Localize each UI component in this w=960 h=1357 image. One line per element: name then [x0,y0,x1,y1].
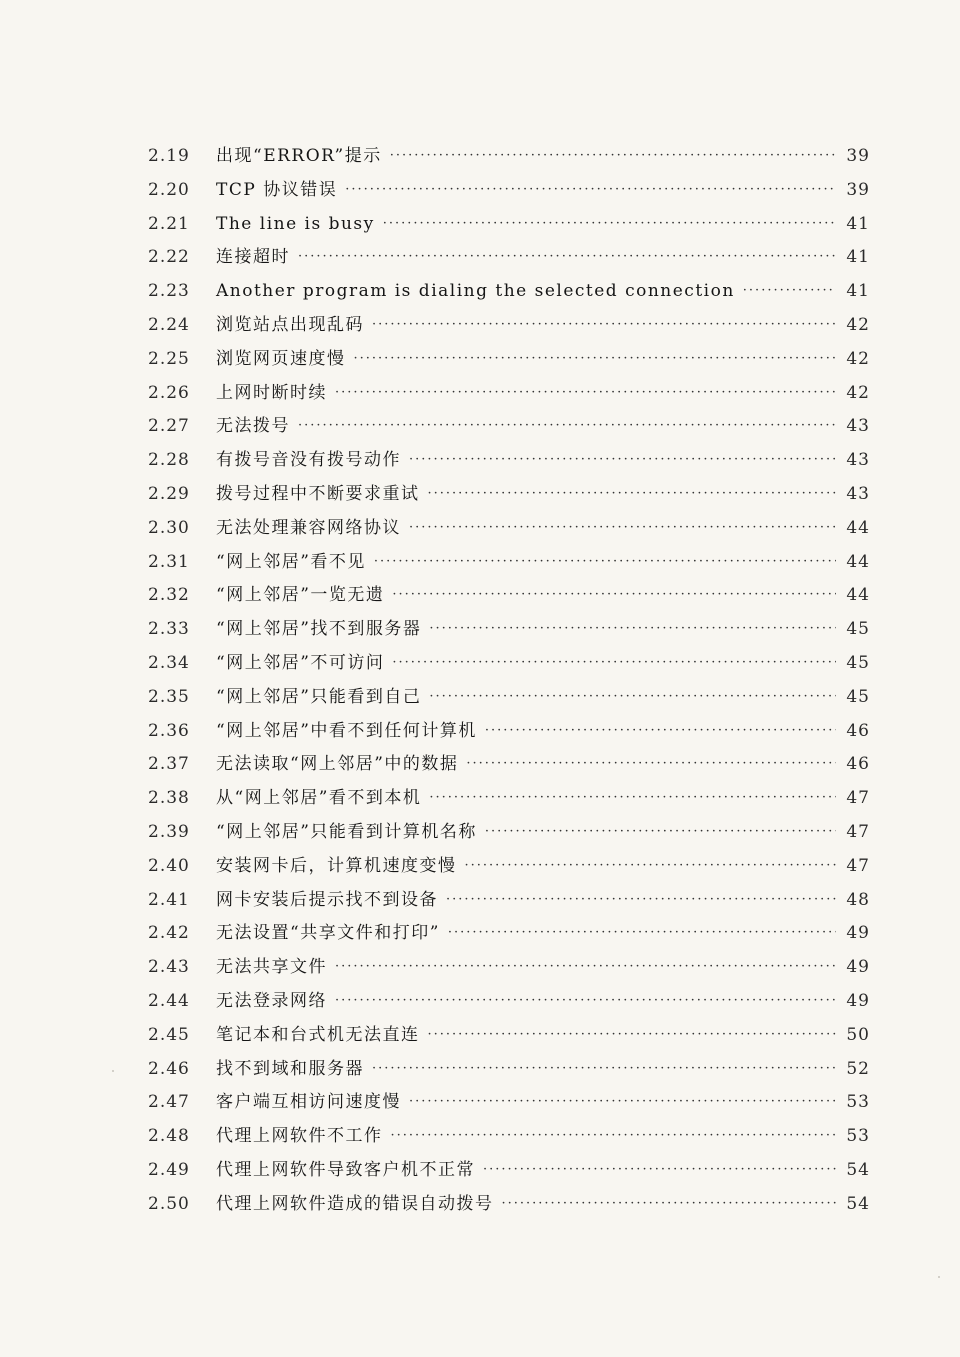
toc-entry-page: 49 [846,923,870,944]
toc-entry-page: 49 [846,957,870,978]
toc-entry-page: 43 [846,450,870,471]
toc-entry-page: 49 [846,990,870,1011]
toc-entry-page: 45 [846,619,870,640]
toc-entry-number: 2.28 [148,450,190,471]
toc-entry-number: 2.39 [148,821,190,842]
toc-entry-page: 41 [846,247,870,268]
toc-entry[interactable] [148,343,870,377]
toc-entry[interactable] [148,985,870,1019]
toc-entry-number: 2.34 [148,652,190,673]
toc-entry-number: 2.50 [148,1193,190,1214]
toc-dot-leader [298,240,836,274]
toc-dot-leader [428,1018,837,1052]
toc-entry-title: 代理上网软件造成的错误自动拨号 [216,1193,494,1214]
toc-entry-number: 2.22 [148,247,190,268]
toc-entry-title: “网上邻居”不可访问 [216,652,385,673]
toc-entry-title: 代理上网软件不工作 [216,1126,383,1147]
toc-entry-title: “网上邻居”只能看到自己 [216,686,422,707]
toc-entry-number: 2.36 [148,720,190,741]
toc-entry-number: 2.38 [148,788,190,809]
toc-dot-leader [743,274,836,308]
toc-dot-leader [354,342,837,376]
toc-entry[interactable] [148,241,870,275]
toc-entry-title: 浏览网页速度慢 [216,348,346,369]
toc-entry-number: 2.31 [148,551,190,572]
toc-entry-title: 安装网卡后，计算机速度变慢 [216,855,457,876]
toc-dot-leader [409,511,836,545]
toc-dot-leader [429,612,836,646]
scan-speck [112,1070,114,1072]
toc-entry[interactable] [148,512,870,546]
toc-entry-number: 2.49 [148,1159,190,1180]
toc-dot-leader [446,883,836,917]
toc-entry[interactable] [148,613,870,647]
toc-entry-page: 45 [846,686,870,707]
toc-entry-title: “网上邻居”找不到服务器 [216,619,422,640]
toc-entry[interactable] [148,1188,870,1222]
toc-entry[interactable] [148,1154,870,1188]
toc-entry[interactable] [148,951,870,985]
toc-entry-title: 客户端互相访问速度慢 [216,1092,401,1113]
toc-dot-leader [345,173,836,207]
toc-entry-title: 无法处理兼容网络协议 [216,517,401,538]
toc-dot-leader [485,714,836,748]
toc-entry-number: 2.25 [148,348,190,369]
toc-entry-title: 找不到域和服务器 [216,1058,364,1079]
toc-entry-title: “网上邻居”中看不到任何计算机 [216,720,477,741]
toc-entry-page: 44 [846,585,870,606]
toc-entry-page: 47 [846,788,870,809]
toc-entry[interactable] [148,444,870,478]
toc-dot-leader [372,1052,836,1086]
toc-entry-page: 45 [846,652,870,673]
toc-entry-page: 54 [846,1193,870,1214]
toc-entry-number: 2.27 [148,416,190,437]
toc-entry-title: TCP 协议错误 [216,179,338,200]
toc-entry-title: 有拨号音没有拨号动作 [216,450,401,471]
toc-entry-title: 无法读取“网上邻居”中的数据 [216,754,459,775]
toc-entry-title: The line is busy [216,213,375,234]
toc-entry-number: 2.46 [148,1058,190,1079]
toc-entry[interactable] [148,377,870,411]
toc-entry-title: 拨号过程中不断要求重试 [216,483,420,504]
toc-entry[interactable] [148,715,870,749]
toc-entry-number: 2.23 [148,281,190,302]
toc-dot-leader [448,916,836,950]
toc-entry-title: 无法共享文件 [216,957,327,978]
toc-entry-page: 53 [846,1126,870,1147]
toc-entry-number: 2.19 [148,146,190,166]
table-of-contents [148,140,870,1222]
toc-entry[interactable] [148,478,870,512]
toc-entry[interactable] [148,1053,870,1087]
toc-entry-page: 41 [846,213,870,234]
toc-entry[interactable] [148,410,870,444]
toc-entry-page: 47 [846,855,870,876]
toc-entry-title: 无法登录网络 [216,990,327,1011]
toc-entry-number: 2.29 [148,483,190,504]
toc-entry-page: 42 [846,382,870,403]
toc-entry[interactable] [148,140,870,174]
toc-dot-leader [383,207,836,241]
toc-entry-title: “网上邻居”看不见 [216,551,366,572]
toc-entry-page: 42 [846,314,870,335]
toc-entry-title: 笔记本和台式机无法直连 [216,1024,420,1045]
toc-entry-number: 2.45 [148,1024,190,1045]
toc-entry-title: “网上邻居”只能看到计算机名称 [216,821,477,842]
toc-entry-number: 2.42 [148,923,190,944]
toc-entry-number: 2.40 [148,855,190,876]
toc-entry-number: 2.33 [148,619,190,640]
toc-dot-leader [502,1187,837,1221]
toc-entry[interactable] [148,275,870,309]
toc-entry-title: 出现“ERROR”提示 [216,146,382,166]
toc-entry[interactable] [148,782,870,816]
toc-entry[interactable] [148,1019,870,1053]
toc-entry-page: 44 [846,551,870,572]
toc-dot-leader [335,376,836,410]
toc-entry[interactable] [148,1086,870,1120]
toc-entry[interactable] [148,1120,870,1154]
toc-entry-number: 2.26 [148,382,190,403]
toc-entry[interactable] [148,174,870,208]
toc-entry-title: 网卡安装后提示找不到设备 [216,889,438,910]
toc-entry-page: 50 [846,1024,870,1045]
toc-entry-number: 2.43 [148,957,190,978]
toc-entry[interactable] [148,647,870,681]
toc-entry[interactable] [148,309,870,343]
toc-entry-number: 2.41 [148,889,190,910]
toc-dot-leader [335,950,836,984]
toc-dot-leader [429,781,836,815]
toc-entry-number: 2.47 [148,1092,190,1113]
toc-entry-page: 53 [846,1092,870,1113]
toc-entry-number: 2.32 [148,585,190,606]
toc-dot-leader [465,849,837,883]
toc-entry-page: 48 [846,889,870,910]
toc-entry-page: 43 [846,416,870,437]
toc-dot-leader [372,308,836,342]
toc-entry-title: 无法拨号 [216,416,290,437]
toc-entry[interactable] [148,579,870,613]
toc-entry-number: 2.48 [148,1126,190,1147]
toc-entry-number: 2.21 [148,213,190,234]
toc-entry[interactable] [148,208,870,242]
toc-dot-leader [374,545,836,579]
toc-entry[interactable] [148,681,870,715]
toc-entry-number: 2.44 [148,990,190,1011]
toc-entry[interactable] [148,748,870,782]
toc-entry-page: 39 [846,179,870,200]
toc-entry[interactable] [148,884,870,918]
toc-entry-page: 43 [846,483,870,504]
toc-entry[interactable] [148,850,870,884]
toc-entry-number: 2.24 [148,314,190,335]
scan-speck [938,1276,940,1278]
toc-entry-title: 代理上网软件导致客户机不正常 [216,1159,475,1180]
toc-dot-leader [485,815,836,849]
toc-entry-title: 连接超时 [216,247,290,268]
toc-dot-leader [429,680,836,714]
toc-dot-leader [466,747,836,781]
toc-entry-title: 浏览站点出现乱码 [216,314,364,335]
toc-entry-number: 2.30 [148,517,190,538]
toc-entry-page: 42 [846,348,870,369]
toc-entry-title: Another program is dialing the selected connection [216,281,735,302]
toc-dot-leader [390,139,836,173]
toc-dot-leader [298,409,836,443]
toc-entry-page: 54 [846,1159,870,1180]
toc-dot-leader [392,646,836,680]
toc-entry-number: 2.37 [148,754,190,775]
toc-entry[interactable] [148,917,870,951]
toc-entry-number: 2.20 [148,179,190,200]
toc-dot-leader [483,1153,836,1187]
toc-entry[interactable] [148,546,870,580]
toc-entry-title: 从“网上邻居”看不到本机 [216,788,422,809]
toc-entry-title: 无法设置“共享文件和打印” [216,923,440,944]
toc-entry[interactable] [148,816,870,850]
toc-dot-leader [392,578,836,612]
toc-dot-leader [428,477,837,511]
toc-entry-page: 44 [846,517,870,538]
toc-dot-leader [391,1119,837,1153]
toc-dot-leader [409,1085,836,1119]
toc-entry-title: “网上邻居”一览无遗 [216,585,385,606]
toc-entry-page: 46 [846,720,870,741]
toc-dot-leader [409,443,836,477]
toc-entry-page: 52 [846,1058,870,1079]
toc-entry-page: 47 [846,821,870,842]
toc-entry-number: 2.35 [148,686,190,707]
toc-entry-page: 46 [846,754,870,775]
toc-entry-page: 41 [846,281,870,302]
toc-entry-title: 上网时断时续 [216,382,327,403]
toc-dot-leader [335,984,836,1018]
toc-entry-page: 39 [846,146,870,166]
